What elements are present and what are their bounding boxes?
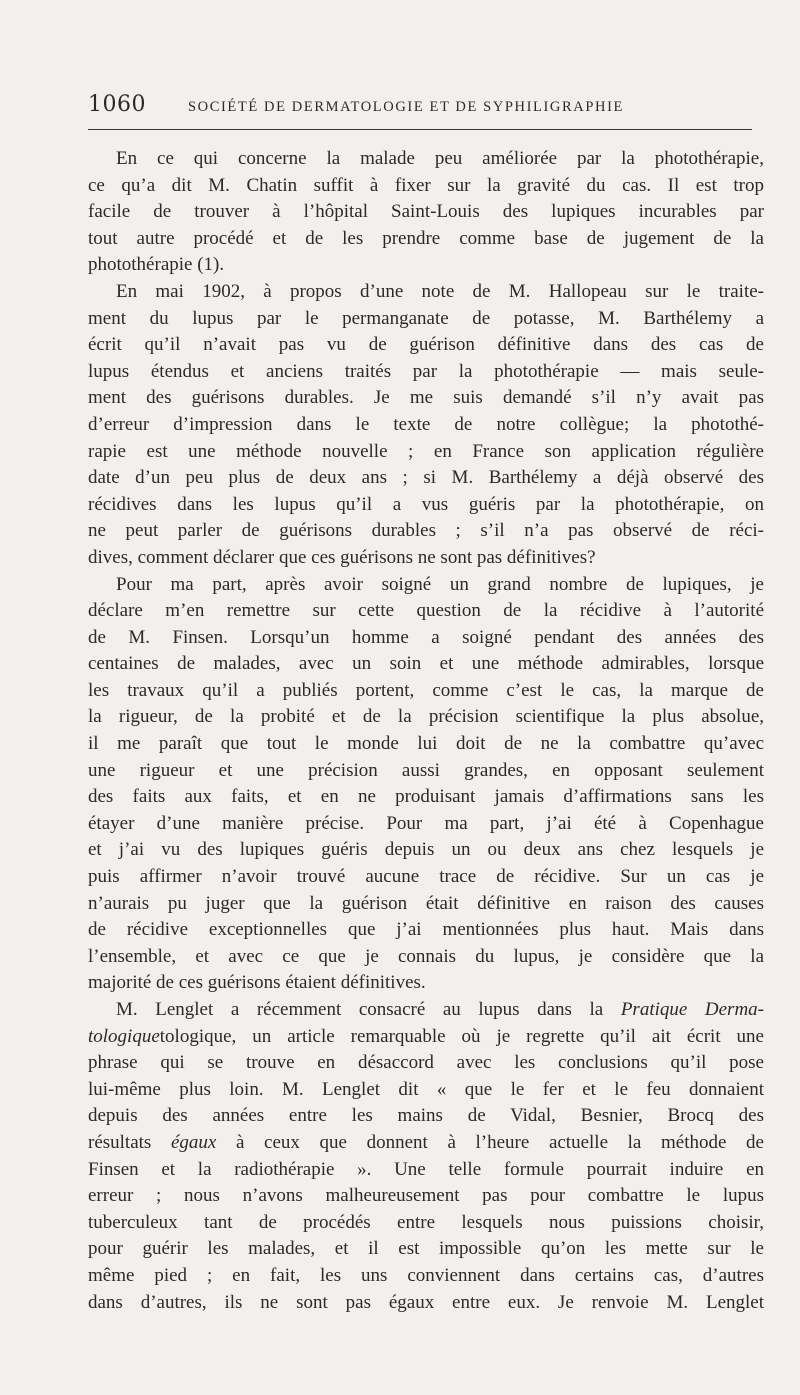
text-line (88, 1024, 764, 1051)
text-line: n’aurais pu juger que la guérison était définitive en raison des causes (88, 892, 764, 914)
text-line: lupus étendus et anciens traités par la photothérapie — mais seule- (88, 360, 764, 382)
text-line: des faits aux faits, et en ne produisant jamais d’affirmations sans les (88, 786, 764, 808)
text-line: il me paraît que tout le monde lui doit de ne la combattre qu’avec (88, 733, 764, 755)
text-line: écrit qu’il n’avait pas vu de guérison définitive dans des cas de (88, 334, 764, 356)
text-line: la rigueur, de la probité et de la précision scientifique la plus absolue, (88, 706, 764, 728)
text-line: puis affirmer n’avoir trouvé aucune trace de récidive. Sur un cas je (88, 866, 764, 888)
text-line: phrase qui se trouve en désaccord avec les conclusions qu’il pose (88, 1052, 764, 1074)
text-line: même pied ; en fait, les uns conviennent dans certains cas, d’autres (88, 1264, 764, 1286)
paragraph-1 (88, 146, 764, 279)
paragraph-2 (88, 279, 764, 572)
text-line: les travaux qu’il a publiés portent, comme c’est le cas, la marque de (88, 679, 764, 701)
page-header (88, 92, 752, 117)
text-line: et j’ai vu des lupiques guéris depuis un ou deux ans chez lesquels je (88, 839, 764, 861)
running-head: SOCIÉTÉ DE DERMATOLOGIE ET DE SYPHILIGRAPHIE (188, 99, 624, 115)
text-line: ment du lupus par le permanganate de potasse, M. Barthélemy a (88, 307, 764, 329)
text-line: Pour ma part, après avoir soigné un grand nombre de lupiques, je (116, 573, 764, 595)
text-line: déclare m’en remettre sur cette question de la récidive à l’autorité (88, 600, 764, 622)
text-line: centaines de malades, avec un soin et une méthode admirables, lorsque (88, 653, 764, 675)
text-line: photothérapie (1). (88, 254, 225, 276)
text-line: récidives dans les lupus qu’il a vus guéris par la photothérapie, on (88, 493, 764, 515)
text-line: dives, comment déclarer que ces guérisons ne sont pas définitives? (88, 546, 596, 568)
page-number: 1060 (88, 92, 146, 117)
text-line: ce qu’a dit M. Chatin suffit à fixer sur la gravité du cas. Il est trop (88, 174, 764, 196)
text-line: majorité de ces guérisons étaient définitives. (88, 972, 426, 994)
text-line: dans d’autres, ils ne sont pas égaux entre eux. Je renvoie M. Lenglet (88, 1291, 764, 1313)
text-segment: M. Lenglet a récemment consacré au lupus dans la (116, 999, 621, 1020)
text-line: étayer d’une manière précise. Pour ma part, j’ai été à Copenhague (88, 812, 764, 834)
text-line: facile de trouver à l’hôpital Saint-Louis des lupiques incurables par (88, 201, 764, 223)
text-line: l’ensemble, et avec ce que je connais du lupus, je considère que la (88, 945, 764, 967)
text-segment: à ceux que donnent à l’heure actuelle la méthode de (216, 1131, 764, 1153)
text-line: tout autre procédé et de les prendre comme base de jugement de la (88, 227, 764, 249)
paragraph-4 (88, 997, 764, 1316)
text-line: de récidive exceptionnelles que j’ai mentionnées plus haut. Mais dans (88, 919, 764, 941)
text-line: rapie est une méthode nouvelle ; en France son application régulière (88, 440, 764, 462)
text-line: pour guérir les malades, et il est impossible qu’on les mette sur le (88, 1238, 764, 1260)
text-line: de M. Finsen. Lorsqu’un homme a soigné pendant des années des (88, 626, 764, 648)
text-line: d’erreur d’impression dans le texte de notre collègue; la photothé- (88, 413, 764, 435)
text-line: erreur ; nous n’avons malheureusement pas pour combattre le lupus (88, 1185, 764, 1207)
text-line (88, 1130, 764, 1157)
text-line: tuberculeux tant de procédés entre lesquels nous puissions choisir, (88, 1211, 764, 1233)
text-line (88, 997, 764, 1024)
text-line: ment des guérisons durables. Je me suis demandé s’il n’y avait pas (88, 387, 764, 409)
text-line: depuis des années entre les mains de Vidal, Besnier, Brocq des (88, 1105, 764, 1127)
journal-title: tologique (88, 1025, 160, 1047)
text-line: Finsen et la radiothérapie ». Une telle formule pourrait induire en (88, 1158, 764, 1180)
paragraph-3 (88, 572, 764, 998)
text-line: date d’un peu plus de deux ans ; si M. Barthélemy a déjà observé des (88, 467, 764, 489)
emphasis: égaux (170, 1131, 217, 1153)
text-line: lui-même plus loin. M. Lenglet dit « que le fer et le feu donnaient (88, 1078, 764, 1100)
header-rule (88, 129, 752, 130)
journal-title: Pratique Derma- (620, 999, 764, 1020)
text-line: En mai 1902, à propos d’une note de M. Hallopeau sur le traite- (116, 280, 764, 302)
text-segment: tologique, un article remarquable où je regrette qu’il ait écrit une (159, 1025, 764, 1047)
text-segment: résultats (88, 1131, 171, 1153)
text-line: En ce qui concerne la malade peu améliorée par la photothérapie, (116, 148, 764, 169)
body-text (88, 146, 764, 1316)
text-line: ne peut parler de guérisons durables ; s’il n’a pas observé de réci- (88, 520, 764, 542)
text-line: une rigueur et une précision aussi grandes, en opposant seulement (88, 759, 764, 781)
